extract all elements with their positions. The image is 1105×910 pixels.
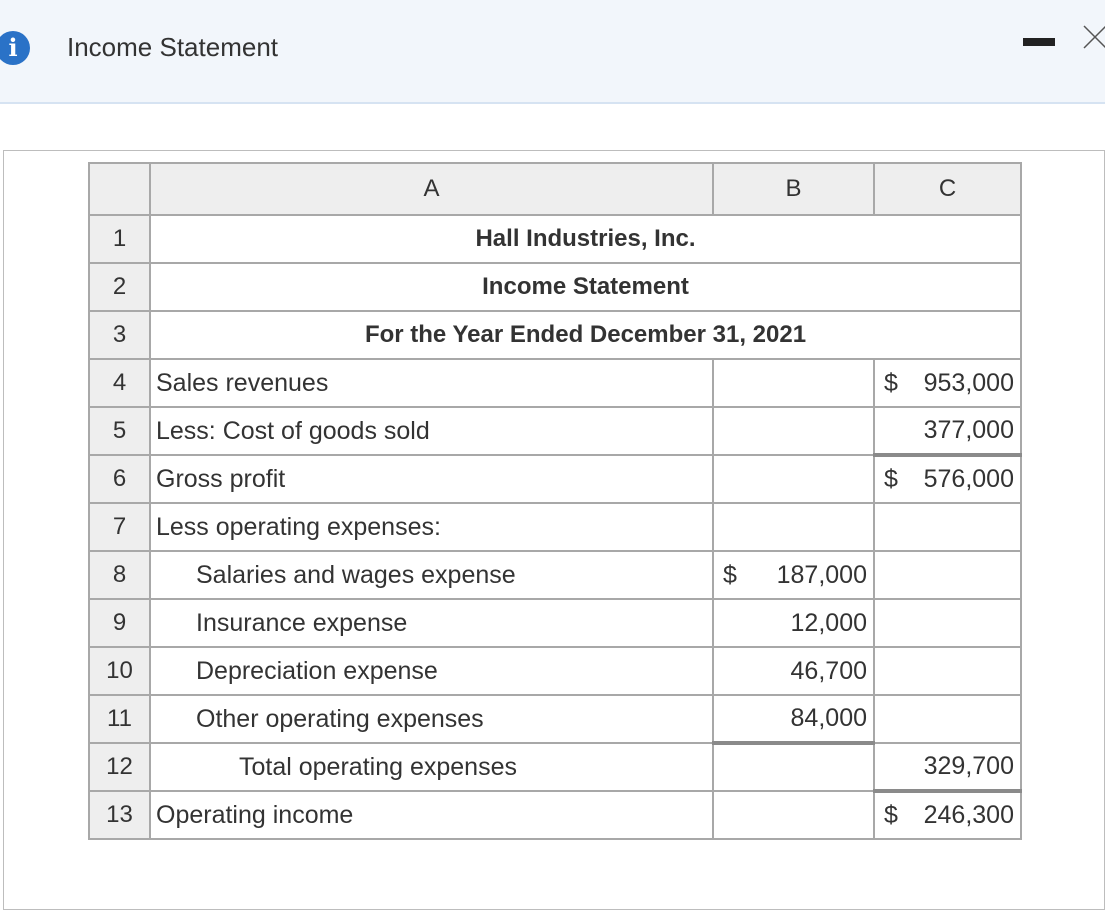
cell-b11[interactable]: 84,000 (713, 695, 874, 743)
cell-value: 246,300 (923, 801, 1014, 829)
dialog-title: Income Statement (67, 32, 278, 62)
sheet-row-5 (89, 407, 1021, 455)
sheet-row-11 (89, 695, 1021, 743)
income-statement-sheet (88, 162, 1022, 840)
row-number: 6 (89, 455, 150, 503)
row-number: 11 (89, 695, 150, 743)
cell-c10[interactable] (874, 647, 1021, 695)
sheet-row-7 (89, 503, 1021, 551)
row-number: 9 (89, 599, 150, 647)
cell-c9[interactable] (874, 599, 1021, 647)
dialog-header (0, 0, 1105, 104)
currency-symbol: $ (723, 560, 737, 589)
info-icon: i (0, 31, 30, 65)
cell-b6[interactable] (713, 455, 874, 503)
row-number: 12 (89, 743, 150, 791)
cell-value: 187,000 (776, 560, 867, 589)
cell-a11[interactable]: Other operating expenses (150, 695, 713, 743)
company-name-cell[interactable]: Hall Industries, Inc. (150, 215, 1021, 263)
sheet-row-9 (89, 599, 1021, 647)
cell-c4[interactable] (874, 359, 1021, 407)
cell-b4[interactable] (713, 359, 874, 407)
column-header-b[interactable]: B (713, 163, 874, 215)
row-number: 2 (89, 263, 150, 311)
cell-a5[interactable]: Less: Cost of goods sold (150, 407, 713, 455)
cell-b12[interactable] (713, 743, 874, 791)
row-number: 4 (89, 359, 150, 407)
cell-a8[interactable]: Salaries and wages expense (150, 551, 713, 599)
currency-symbol: $ (884, 801, 898, 829)
cell-c11[interactable] (874, 695, 1021, 743)
cell-a4[interactable]: Sales revenues (150, 359, 713, 407)
cell-c13[interactable] (874, 791, 1021, 839)
currency-symbol: $ (884, 465, 898, 493)
row-number: 8 (89, 551, 150, 599)
column-header-c[interactable]: C (874, 163, 1021, 215)
row-number: 3 (89, 311, 150, 359)
sheet-row-13 (89, 791, 1021, 839)
cell-c12[interactable]: 329,700 (874, 743, 1021, 791)
statement-title-cell[interactable]: Income Statement (150, 263, 1021, 311)
column-header-row (89, 163, 1021, 215)
close-button[interactable] (1080, 22, 1105, 52)
sheet-row-4 (89, 359, 1021, 407)
cell-a13[interactable]: Operating income (150, 791, 713, 839)
minimize-button[interactable] (1023, 38, 1055, 46)
row-number: 1 (89, 215, 150, 263)
cell-a12[interactable]: Total operating expenses (150, 743, 713, 791)
cell-b7[interactable] (713, 503, 874, 551)
cell-b8[interactable] (713, 551, 874, 599)
cell-b10[interactable]: 46,700 (713, 647, 874, 695)
sheet-row-6 (89, 455, 1021, 503)
row-number: 13 (89, 791, 150, 839)
row-number: 10 (89, 647, 150, 695)
period-cell[interactable]: For the Year Ended December 31, 2021 (150, 311, 1021, 359)
column-header-a[interactable]: A (150, 163, 713, 215)
cell-a7[interactable]: Less operating expenses: (150, 503, 713, 551)
cell-a6[interactable]: Gross profit (150, 455, 713, 503)
sheet-row-3 (89, 311, 1021, 359)
sheet-row-8 (89, 551, 1021, 599)
cell-value: 576,000 (923, 465, 1014, 493)
cell-b9[interactable]: 12,000 (713, 599, 874, 647)
cell-c5[interactable]: 377,000 (874, 407, 1021, 455)
close-icon (1080, 22, 1105, 52)
cell-a9[interactable]: Insurance expense (150, 599, 713, 647)
cell-c6[interactable] (874, 455, 1021, 503)
sheet-row-12 (89, 743, 1021, 791)
cell-b5[interactable] (713, 407, 874, 455)
row-number: 7 (89, 503, 150, 551)
sheet-row-2 (89, 263, 1021, 311)
sheet-row-1 (89, 215, 1021, 263)
sheet-row-10 (89, 647, 1021, 695)
cell-b13[interactable] (713, 791, 874, 839)
currency-symbol: $ (884, 368, 898, 397)
cell-a10[interactable]: Depreciation expense (150, 647, 713, 695)
cell-value: 953,000 (923, 368, 1014, 397)
corner-cell (89, 163, 150, 215)
row-number: 5 (89, 407, 150, 455)
cell-c7[interactable] (874, 503, 1021, 551)
cell-c8[interactable] (874, 551, 1021, 599)
